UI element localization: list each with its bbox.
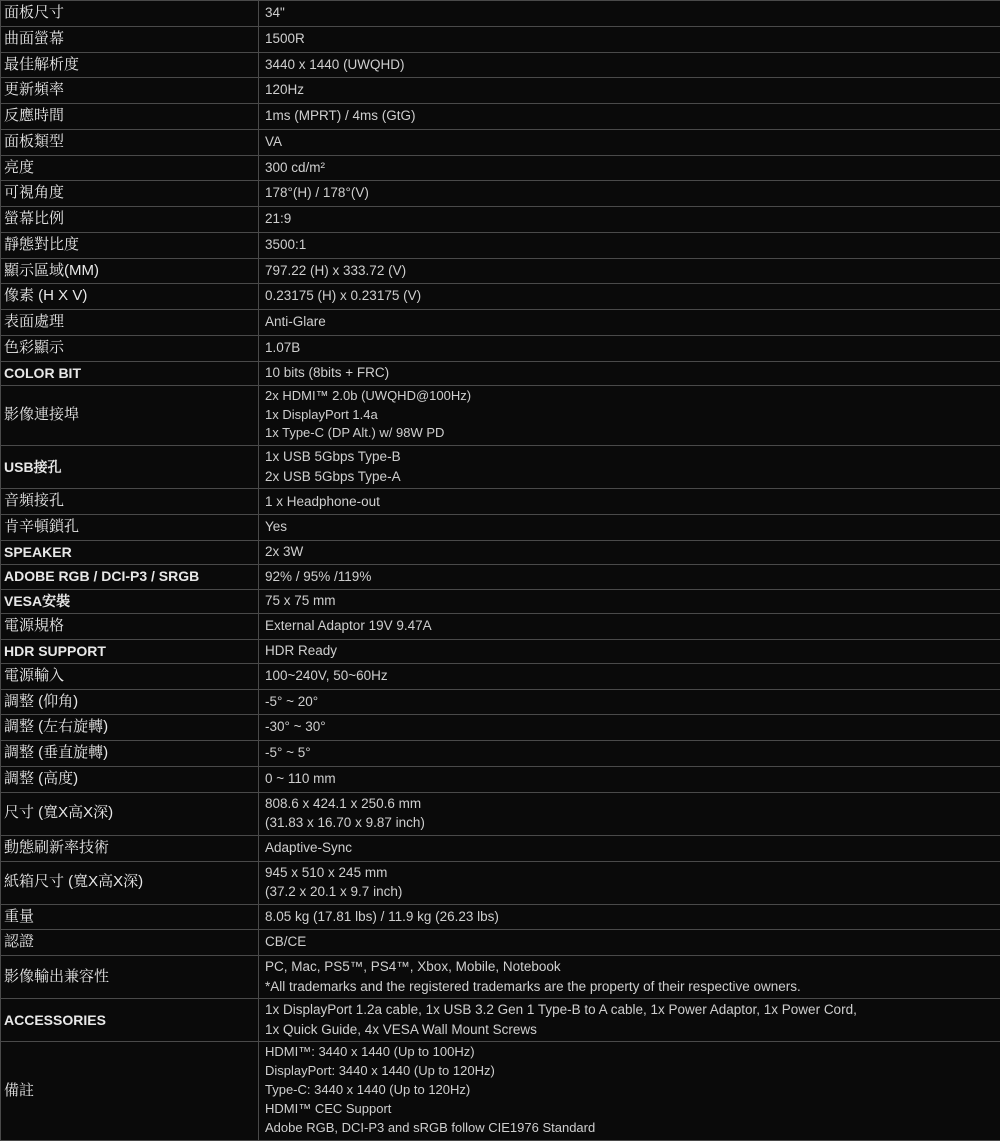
table-row: [1, 861, 1000, 904]
spec-label: VESA安裝: [1, 589, 259, 613]
table-row: [1, 104, 1000, 130]
spec-value: [259, 715, 1000, 741]
spec-value: [259, 565, 1000, 589]
spec-label: 肯辛頓鎖孔: [1, 515, 259, 541]
table-row: [1, 258, 1000, 284]
spec-label: SPEAKER: [1, 540, 259, 564]
spec-label: 反應時間: [1, 104, 259, 130]
spec-label: 面板類型: [1, 129, 259, 155]
spec-value-line: 92% / 95% /119%: [265, 567, 996, 587]
spec-value-line: 1 x Headphone-out: [265, 492, 996, 512]
spec-value-line: 178°(H) / 178°(V): [265, 183, 996, 203]
spec-value-line: -5° ~ 5°: [265, 743, 996, 763]
spec-value: [259, 689, 1000, 715]
spec-value-line: 1ms (MPRT) / 4ms (GtG): [265, 106, 996, 126]
table-row: [1, 835, 1000, 861]
spec-value-line: HDR Ready: [265, 641, 996, 661]
spec-value: [259, 446, 1000, 489]
spec-label: 影像輸出兼容性: [1, 956, 259, 999]
spec-value: [259, 284, 1000, 310]
table-row: [1, 589, 1000, 613]
spec-value-line: 1.07B: [265, 338, 996, 358]
spec-value-line: 3440 x 1440 (UWQHD): [265, 55, 996, 75]
spec-value: [259, 904, 1000, 930]
spec-value-line: Yes: [265, 517, 996, 537]
table-row: [1, 956, 1000, 999]
specification-table-body: [1, 1, 1000, 1141]
spec-label: 亮度: [1, 155, 259, 181]
spec-value-line: (37.2 x 20.1 x 9.7 inch): [265, 882, 996, 902]
spec-value: [259, 52, 1000, 78]
spec-value-line: 0.23175 (H) x 0.23175 (V): [265, 286, 996, 306]
spec-label: 電源輸入: [1, 663, 259, 689]
spec-value: [259, 258, 1000, 284]
spec-value: [259, 104, 1000, 130]
spec-value: [259, 956, 1000, 999]
spec-value-line: 945 x 510 x 245 mm: [265, 863, 996, 883]
spec-label: 表面處理: [1, 310, 259, 336]
spec-value: [259, 385, 1000, 446]
spec-value: [259, 639, 1000, 663]
table-row: [1, 930, 1000, 956]
table-row: [1, 181, 1000, 207]
spec-value: [259, 663, 1000, 689]
spec-value-line: 3500:1: [265, 235, 996, 255]
spec-value: [259, 999, 1000, 1042]
spec-value: [259, 540, 1000, 564]
spec-value: [259, 181, 1000, 207]
spec-value: [259, 207, 1000, 233]
spec-value: [259, 766, 1000, 792]
spec-value-line: 797.22 (H) x 333.72 (V): [265, 261, 996, 281]
table-row: [1, 639, 1000, 663]
spec-value-line: HDMI™ CEC Support: [265, 1100, 996, 1119]
spec-value-line: 1500R: [265, 29, 996, 49]
table-row: [1, 361, 1000, 385]
spec-value-line: 808.6 x 424.1 x 250.6 mm: [265, 794, 996, 814]
spec-label: ADOBE RGB / DCI-P3 / SRGB: [1, 565, 259, 589]
spec-label: 電源規格: [1, 613, 259, 639]
spec-value-line: 10 bits (8bits + FRC): [265, 363, 996, 383]
spec-value-line: 2x 3W: [265, 542, 996, 562]
table-row: [1, 515, 1000, 541]
spec-value-line: DisplayPort: 3440 x 1440 (Up to 120Hz): [265, 1062, 996, 1081]
spec-value: [259, 1042, 1000, 1140]
table-row: [1, 129, 1000, 155]
spec-value: [259, 741, 1000, 767]
spec-value-line: 1x DisplayPort 1.2a cable, 1x USB 3.2 Gen 1 Type-B to A cable, 1x Power Adaptor, 1x Power Cord,: [265, 1000, 996, 1020]
spec-value: [259, 361, 1000, 385]
table-row: [1, 663, 1000, 689]
spec-value: [259, 792, 1000, 835]
spec-value-line: HDMI™: 3440 x 1440 (Up to 100Hz): [265, 1043, 996, 1062]
table-row: [1, 489, 1000, 515]
spec-label: 面板尺寸: [1, 1, 259, 27]
spec-label: 最佳解析度: [1, 52, 259, 78]
table-row: [1, 284, 1000, 310]
spec-value-line: 0 ~ 110 mm: [265, 769, 996, 789]
spec-label: 靜態對比度: [1, 232, 259, 258]
spec-value: [259, 613, 1000, 639]
spec-value: [259, 1, 1000, 27]
table-row: [1, 310, 1000, 336]
spec-value: [259, 26, 1000, 52]
table-row: [1, 792, 1000, 835]
spec-label: 音頻接孔: [1, 489, 259, 515]
spec-value-line: -30° ~ 30°: [265, 717, 996, 737]
spec-value-line: PC, Mac, PS5™, PS4™, Xbox, Mobile, Notebook: [265, 957, 996, 977]
spec-value: [259, 835, 1000, 861]
spec-value-line: 1x DisplayPort 1.4a: [265, 406, 996, 425]
table-row: [1, 155, 1000, 181]
table-row: [1, 715, 1000, 741]
spec-value-line: Anti-Glare: [265, 312, 996, 332]
spec-value: [259, 129, 1000, 155]
spec-label: ACCESSORIES: [1, 999, 259, 1042]
table-row: [1, 335, 1000, 361]
spec-value-line: 21:9: [265, 209, 996, 229]
spec-value-line: (31.83 x 16.70 x 9.87 inch): [265, 813, 996, 833]
table-row: [1, 207, 1000, 233]
spec-value-line: Type-C: 3440 x 1440 (Up to 120Hz): [265, 1081, 996, 1100]
table-row: [1, 26, 1000, 52]
spec-value: [259, 861, 1000, 904]
spec-value: [259, 489, 1000, 515]
spec-value-line: -5° ~ 20°: [265, 692, 996, 712]
spec-label: 像素 (H X V): [1, 284, 259, 310]
spec-value-line: *All trademarks and the registered trademarks are the property of their respective owners.: [265, 977, 996, 997]
spec-label: USB接孔: [1, 446, 259, 489]
table-row: [1, 385, 1000, 446]
spec-label: 紙箱尺寸 (寬X高X深): [1, 861, 259, 904]
spec-label: 顯示區域(MM): [1, 258, 259, 284]
spec-value-line: 120Hz: [265, 80, 996, 100]
table-row: [1, 741, 1000, 767]
spec-label: COLOR BIT: [1, 361, 259, 385]
table-row: [1, 613, 1000, 639]
spec-value-line: 2x USB 5Gbps Type-A: [265, 467, 996, 487]
spec-value: [259, 930, 1000, 956]
spec-value-line: External Adaptor 19V 9.47A: [265, 616, 996, 636]
spec-value: [259, 310, 1000, 336]
spec-value-line: 75 x 75 mm: [265, 591, 996, 611]
table-row: [1, 78, 1000, 104]
spec-value-line: Adobe RGB, DCI-P3 and sRGB follow CIE1976 Standard: [265, 1119, 996, 1138]
spec-label: 重量: [1, 904, 259, 930]
table-row: [1, 1042, 1000, 1140]
spec-label: 調整 (垂直旋轉): [1, 741, 259, 767]
spec-value: [259, 515, 1000, 541]
table-row: [1, 689, 1000, 715]
spec-value-line: 1x USB 5Gbps Type-B: [265, 447, 996, 467]
spec-value-line: VA: [265, 132, 996, 152]
spec-label: 尺寸 (寬X高X深): [1, 792, 259, 835]
table-row: [1, 904, 1000, 930]
table-row: [1, 540, 1000, 564]
table-row: [1, 565, 1000, 589]
table-row: [1, 766, 1000, 792]
spec-label: 螢幕比例: [1, 207, 259, 233]
table-row: [1, 999, 1000, 1042]
spec-label: 備註: [1, 1042, 259, 1140]
spec-value-line: 1x Type-C (DP Alt.) w/ 98W PD: [265, 424, 996, 443]
spec-value-line: 1x Quick Guide, 4x VESA Wall Mount Screws: [265, 1020, 996, 1040]
spec-value-line: Adaptive-Sync: [265, 838, 996, 858]
spec-value-line: 34": [265, 3, 996, 23]
spec-label: 可視角度: [1, 181, 259, 207]
spec-value-line: 2x HDMI™ 2.0b (UWQHD@100Hz): [265, 387, 996, 406]
spec-value: [259, 78, 1000, 104]
spec-label: 動態刷新率技術: [1, 835, 259, 861]
spec-value: [259, 232, 1000, 258]
spec-value-line: 300 cd/m²: [265, 158, 996, 178]
spec-label: 認證: [1, 930, 259, 956]
spec-label: 曲面螢幕: [1, 26, 259, 52]
spec-label: 更新頻率: [1, 78, 259, 104]
table-row: [1, 446, 1000, 489]
spec-value-line: 100~240V, 50~60Hz: [265, 666, 996, 686]
table-row: [1, 232, 1000, 258]
spec-value-line: 8.05 kg (17.81 lbs) / 11.9 kg (26.23 lbs): [265, 907, 996, 927]
spec-value: [259, 589, 1000, 613]
spec-label: 調整 (仰角): [1, 689, 259, 715]
spec-value: [259, 155, 1000, 181]
spec-label: 調整 (高度): [1, 766, 259, 792]
spec-label: 調整 (左右旋轉): [1, 715, 259, 741]
spec-label: 影像連接埠: [1, 385, 259, 446]
table-row: [1, 52, 1000, 78]
table-row: [1, 1, 1000, 27]
spec-value: [259, 335, 1000, 361]
spec-value-line: CB/CE: [265, 932, 996, 952]
spec-label: 色彩顯示: [1, 335, 259, 361]
spec-label: HDR SUPPORT: [1, 639, 259, 663]
